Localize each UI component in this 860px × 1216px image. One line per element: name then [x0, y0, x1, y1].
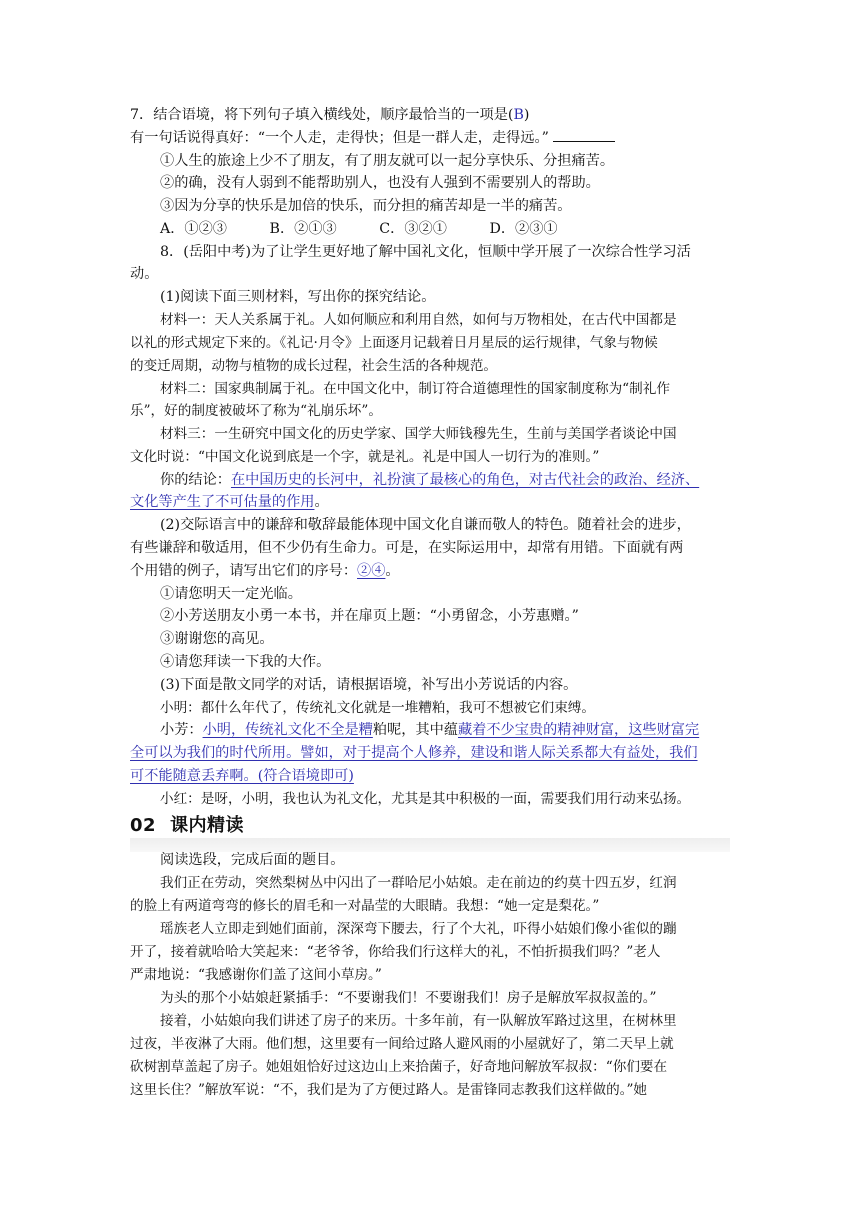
material-3-cont: 文化时说：“中国文化说到底是一个字，就是礼。礼是中国人一切行为的准则。”: [130, 449, 600, 465]
passage-line: 我们正在劳动，突然梨树丛中闪出了一群哈尼小姑娘。走在前边的约莫十四五岁，红润: [160, 875, 677, 891]
q7-stem: 7．结合语境，将下列句子填入横线处，顺序最恰当的一项是(B): [130, 107, 530, 123]
passage-line: 瑶族老人立即走到她们面前，深深弯下腰去，行了个大礼，吓得小姑娘们像小雀似的蹦: [160, 921, 677, 937]
q7-quote: 有一句话说得真好：“一个人走，走得快；但是一群人走，走得远。”: [130, 127, 730, 149]
conclusion: 你的结论：在中国历史的长河中，礼扮演了最核心的角色，对古代社会的政治、经济、: [160, 472, 700, 488]
section-title: 课内精读: [170, 815, 245, 836]
q8-stem: 8．(岳阳中考)为了让学生更好地了解中国礼文化，恒顺中学开展了一次综合性学习活: [160, 244, 691, 260]
passage-line: 砍树割草盖起了房子。她姐姐恰好过这边山上来拾菌子，好奇地问解放军叔叔：“你们要在: [130, 1059, 668, 1075]
reading-intro: 阅读选段，完成后面的题目。: [160, 852, 345, 868]
q7-choices: A．①②③ B．②①③ C．③②① D．②③①: [160, 221, 558, 237]
section-number: 02: [130, 815, 157, 836]
q8-stem-cont: 动。: [130, 266, 159, 282]
passage-line: 为头的那个小姑娘赶紧插手：“不要谢我们！不要谢我们！房子是解放军叔叔盖的。”: [160, 990, 657, 1006]
q8-part2: (2)交际语言中的谦辞和敬辞最能体现中国文化自谦而敬人的特色。随着社会的进步，: [160, 517, 691, 533]
conclusion-answer-cont: 文化等产生了不可估量的作用: [130, 494, 315, 510]
passage-line: 接着，小姑娘向我们讲述了房子的来历。十多年前，有一队解放军路过这里，在树林里: [160, 1013, 677, 1029]
passage-line: 过夜，半夜淋了大雨。他们想，这里要有一间给过路人避风雨的小屋就好了，第二天早上就: [130, 1036, 674, 1052]
passage-line: 这里长住？”解放军说：“不，我们是为了方便过路人。是雷锋同志教我们这样做的。”她: [130, 1082, 648, 1098]
example-item: ②小芳送朋友小勇一本书，并在扉页上题：“小勇留念，小芳惠赠。”: [160, 608, 579, 624]
dialog-xiaofang-cont: 全可以为我们的时代所用。譬如，对于提高个人修养，建设和谐人际关系都大有益处，我们: [130, 745, 698, 761]
example-item: ④请您拜读一下我的大作。: [160, 654, 331, 670]
material-1-cont: 以礼的形式规定下来的。《礼记·月令》上面逐月记载着日月星辰的运行规律，气象与物候: [130, 335, 658, 351]
q7-option-1: ①人生的旅途上少不了朋友，有了朋友就可以一起分享快乐、分担痛苦。: [160, 153, 615, 169]
q8-part2-cont: 个用错的例子，请写出它们的序号：②④。: [130, 563, 400, 579]
example-item: ①请您明天一定光临。: [160, 586, 302, 602]
passage-line: 开了，接着就哈哈大笑起来：“老爷爷，你给我们行这样大的礼，不怕折损我们吗？”老人: [130, 944, 661, 960]
q7-option-2: ②的确，没有人弱到不能帮助别人，也没有人强到不需要别人的帮助。: [160, 175, 600, 191]
dialog-xiaoming: 小明：都什么年代了，传统礼文化就是一堆糟粕，我可不想被它们束缚。: [160, 700, 595, 716]
material-2-cont: 乐”，好的制度被破坏了称为“礼崩乐坏”。: [130, 403, 382, 419]
material-1: 材料一：天人关系属于礼。人如何顺应和利用自然，如何与万物相处，在古代中国都是: [160, 312, 677, 328]
q8-part2-cont: 有些谦辞和敬适用，但不少仍有生命力。可是，在实际运用中，却常有用错。下面就有两: [130, 540, 684, 556]
part2-answer: ②④: [357, 563, 386, 579]
passage-line: 严肃地说：“我感谢你们盖了这间小草房。”: [130, 967, 382, 983]
conclusion-cont: 文化等产生了不可估量的作用。: [130, 494, 329, 510]
q8-part1: (1)阅读下面三则材料，写出你的探究结论。: [160, 289, 436, 305]
material-2: 材料二：国家典制属于礼。在中国文化中，制订符合道德理性的国家制度称为“制礼作: [160, 381, 670, 397]
material-1-cont: 的变迁周期，动物与植物的成长过程，社会生活的各种规范。: [130, 358, 498, 374]
dialog-xiaohong: 小红：是呀，小明，我也认为礼文化，尤其是其中积极的一面，需要我们用行动来弘扬。: [160, 791, 691, 807]
dialog-xiaofang-cont: 可不能随意丢弃啊。(符合语境即可): [130, 768, 354, 784]
q7-option-3: ③因为分享的快乐是加倍的快乐，而分担的痛苦却是一半的痛苦。: [160, 198, 572, 214]
dialog-xiaofang: 小芳：小明，传统礼文化不全是糟粕呢，其中蕴藏着不少宝贵的精神财富，这些财富完: [160, 722, 700, 738]
passage-line: 的脸上有两道弯弯的修长的眉毛和一对晶莹的大眼睛。我想：“她一定是梨花。”: [130, 898, 600, 914]
conclusion-answer: 在中国历史的长河中，礼扮演了最核心的角色，对古代社会的政治、经济、: [230, 472, 700, 488]
section-heading: [130, 811, 244, 837]
answer-blank: [553, 127, 615, 142]
material-3: 材料三：一生研究中国文化的历史学家、国学大师钱穆先生，生前与美国学者谈论中国: [160, 426, 677, 442]
q7-answer: B: [513, 107, 524, 123]
example-item: ③谢谢您的高见。: [160, 631, 274, 647]
q8-part3: (3)下面是散文同学的对话，请根据语境，补写出小芳说话的内容。: [160, 677, 578, 693]
